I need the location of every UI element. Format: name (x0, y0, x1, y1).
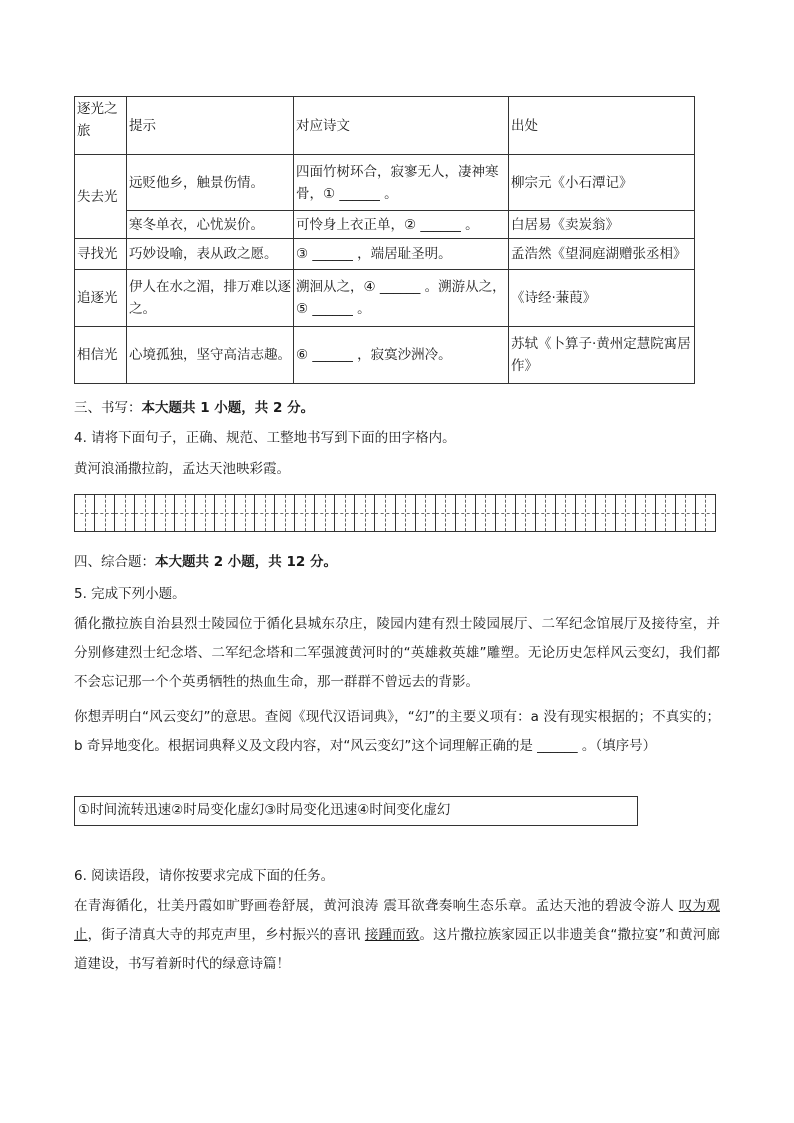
grid-cell[interactable] (135, 495, 155, 531)
writing-grid[interactable] (74, 494, 716, 532)
section3-heading-prefix: 三、书写： (74, 400, 142, 416)
grid-cell[interactable] (596, 495, 616, 531)
q6-passage-part-b: ，街子清真大寺的邦克声里，乡村振兴的喜讯 (87, 927, 365, 943)
q6-underlined-phrase-1: 叹为观止 (74, 898, 720, 943)
grid-cell[interactable] (416, 495, 436, 531)
poem-cell: 可怜身上衣正单，② ______ 。 (294, 211, 509, 239)
poem-cell: 四面竹树环合，寂寥无人，凄神寒骨，① ______ 。 (294, 155, 509, 211)
q6-passage (74, 892, 720, 979)
q6-underlined-phrase-2: 接踵而致 (364, 927, 420, 943)
grid-cell[interactable] (75, 495, 95, 531)
hint-cell: 远贬他乡，触景伤情。 (127, 155, 294, 211)
section3-heading (74, 397, 314, 419)
table-header-hint: 提示 (127, 97, 294, 155)
hint-cell: 心境孤独，坚守高洁志趣。 (127, 327, 294, 384)
grid-cell[interactable] (335, 495, 355, 531)
poem-cell: 溯洄从之，④ ______ 。溯游从之，⑤ ______ 。 (294, 270, 509, 327)
grid-cell[interactable] (676, 495, 696, 531)
source-cell: 《诗经·蒹葭》 (509, 270, 695, 327)
table-header-poem: 对应诗文 (294, 97, 509, 155)
grid-cell[interactable] (576, 495, 596, 531)
section4-heading (74, 551, 337, 573)
stage-cell: 追逐光 (75, 270, 127, 327)
hint-cell: 寒冬单衣，心忧炭价。 (127, 211, 294, 239)
poem-table (74, 96, 695, 384)
section3-heading-body: 本大题共 1 小题，共 2 分。 (141, 400, 315, 416)
q6-passage-part-c: 。这片撒拉族家园正以非遗美食“撒拉宴”和黄河廊道建设，书写着新时代的绿意诗篇！ (74, 927, 720, 972)
grid-cell[interactable] (375, 495, 395, 531)
q5-question: 你想弄明白“风云变幻”的意思。查阅《现代汉语词典》，“幻”的主要义项有：a 没有现实根据的；不真实的；b 奇异地变化。根据词典释义及文段内容，对“风云变幻”这个词理解正确的是 ______ 。（填序号） (74, 709, 720, 754)
table-row (75, 211, 695, 239)
q6-passage-part-a: 在青海循化，壮美丹霞如旷野画卷舒展，黄河浪涛 震耳欲聋奏响生态乐章。孟达天池的碧波令游人 (74, 898, 679, 914)
stage-cell: 寻找光 (75, 239, 127, 270)
grid-cell[interactable] (195, 495, 215, 531)
source-cell: 柳宗元《小石潭记》 (509, 155, 695, 211)
stage-cell: 相信光 (75, 327, 127, 384)
grid-cell[interactable] (656, 495, 676, 531)
table-row (75, 327, 695, 384)
grid-cell[interactable] (95, 495, 115, 531)
grid-cell[interactable] (235, 495, 255, 531)
table-row (75, 239, 695, 270)
table-header-source: 出处 (509, 97, 695, 155)
q5-title: 5. 完成下列小题。 (74, 586, 186, 602)
grid-cell[interactable] (155, 495, 175, 531)
q4-sentence: 黄河浪涌撒拉韵，孟达天池映彩霞。 (74, 461, 290, 477)
table-header-row (75, 97, 695, 155)
grid-cell[interactable] (696, 495, 715, 531)
grid-cell[interactable] (255, 495, 275, 531)
table-row (75, 155, 695, 211)
poem-cell: ⑥ ______ ，寂寞沙洲冷。 (294, 327, 509, 384)
q6-title: 6. 阅读语段，请你按要求完成下面的任务。 (74, 868, 335, 884)
q4-instruction: 4. 请将下面句子，正确、规范、工整地书写到下面的田字格内。 (74, 430, 456, 446)
grid-cell[interactable] (275, 495, 295, 531)
grid-cell[interactable] (616, 495, 636, 531)
grid-cell[interactable] (396, 495, 416, 531)
hint-cell: 巧妙设喻，表从政之愿。 (127, 239, 294, 270)
stage-cell: 失去光 (75, 155, 127, 239)
grid-cell[interactable] (315, 495, 335, 531)
section4-heading-prefix: 四、综合题： (74, 554, 155, 570)
table-row (75, 270, 695, 327)
grid-cell[interactable] (215, 495, 235, 531)
grid-cell[interactable] (436, 495, 456, 531)
grid-cell[interactable] (115, 495, 135, 531)
q5-options-box: ①时间流转迅速②时局变化虚幻③时局变化迅速④时间变化虚幻 (74, 796, 638, 826)
q5-passage: 循化撒拉族自治县烈士陵园位于循化县城东尕庄，陵园内建有烈士陵园展厅、二军纪念馆展厅及接待室，并分别修建烈士纪念塔、二军纪念塔和二军强渡黄河时的“英雄救英雄”雕塑。无论历史怎样风云变幻，我们都不会忘记那一个个英勇牺牲的热血生命，那一群群不曾远去的背影。 (74, 616, 720, 690)
source-cell: 白居易《卖炭翁》 (509, 211, 695, 239)
section4-heading-body: 本大题共 2 小题，共 12 分。 (155, 554, 337, 570)
grid-cell[interactable] (556, 495, 576, 531)
grid-cell[interactable] (295, 495, 315, 531)
poem-cell: ③ ______ ，端居耻圣明。 (294, 239, 509, 270)
grid-cell[interactable] (516, 495, 536, 531)
grid-cell[interactable] (476, 495, 496, 531)
source-cell: 苏轼《卜算子·黄州定慧院寓居作》 (509, 327, 695, 384)
grid-cell[interactable] (456, 495, 476, 531)
grid-cell[interactable] (496, 495, 516, 531)
grid-cell[interactable] (175, 495, 195, 531)
hint-cell: 伊人在水之湄，排万难以逐之。 (127, 270, 294, 327)
grid-cell[interactable] (536, 495, 556, 531)
grid-cell[interactable] (636, 495, 656, 531)
table-header-stage: 逐光之旅 (75, 97, 127, 155)
grid-cell[interactable] (355, 495, 375, 531)
source-cell: 孟浩然《望洞庭湖赠张丞相》 (509, 239, 695, 270)
